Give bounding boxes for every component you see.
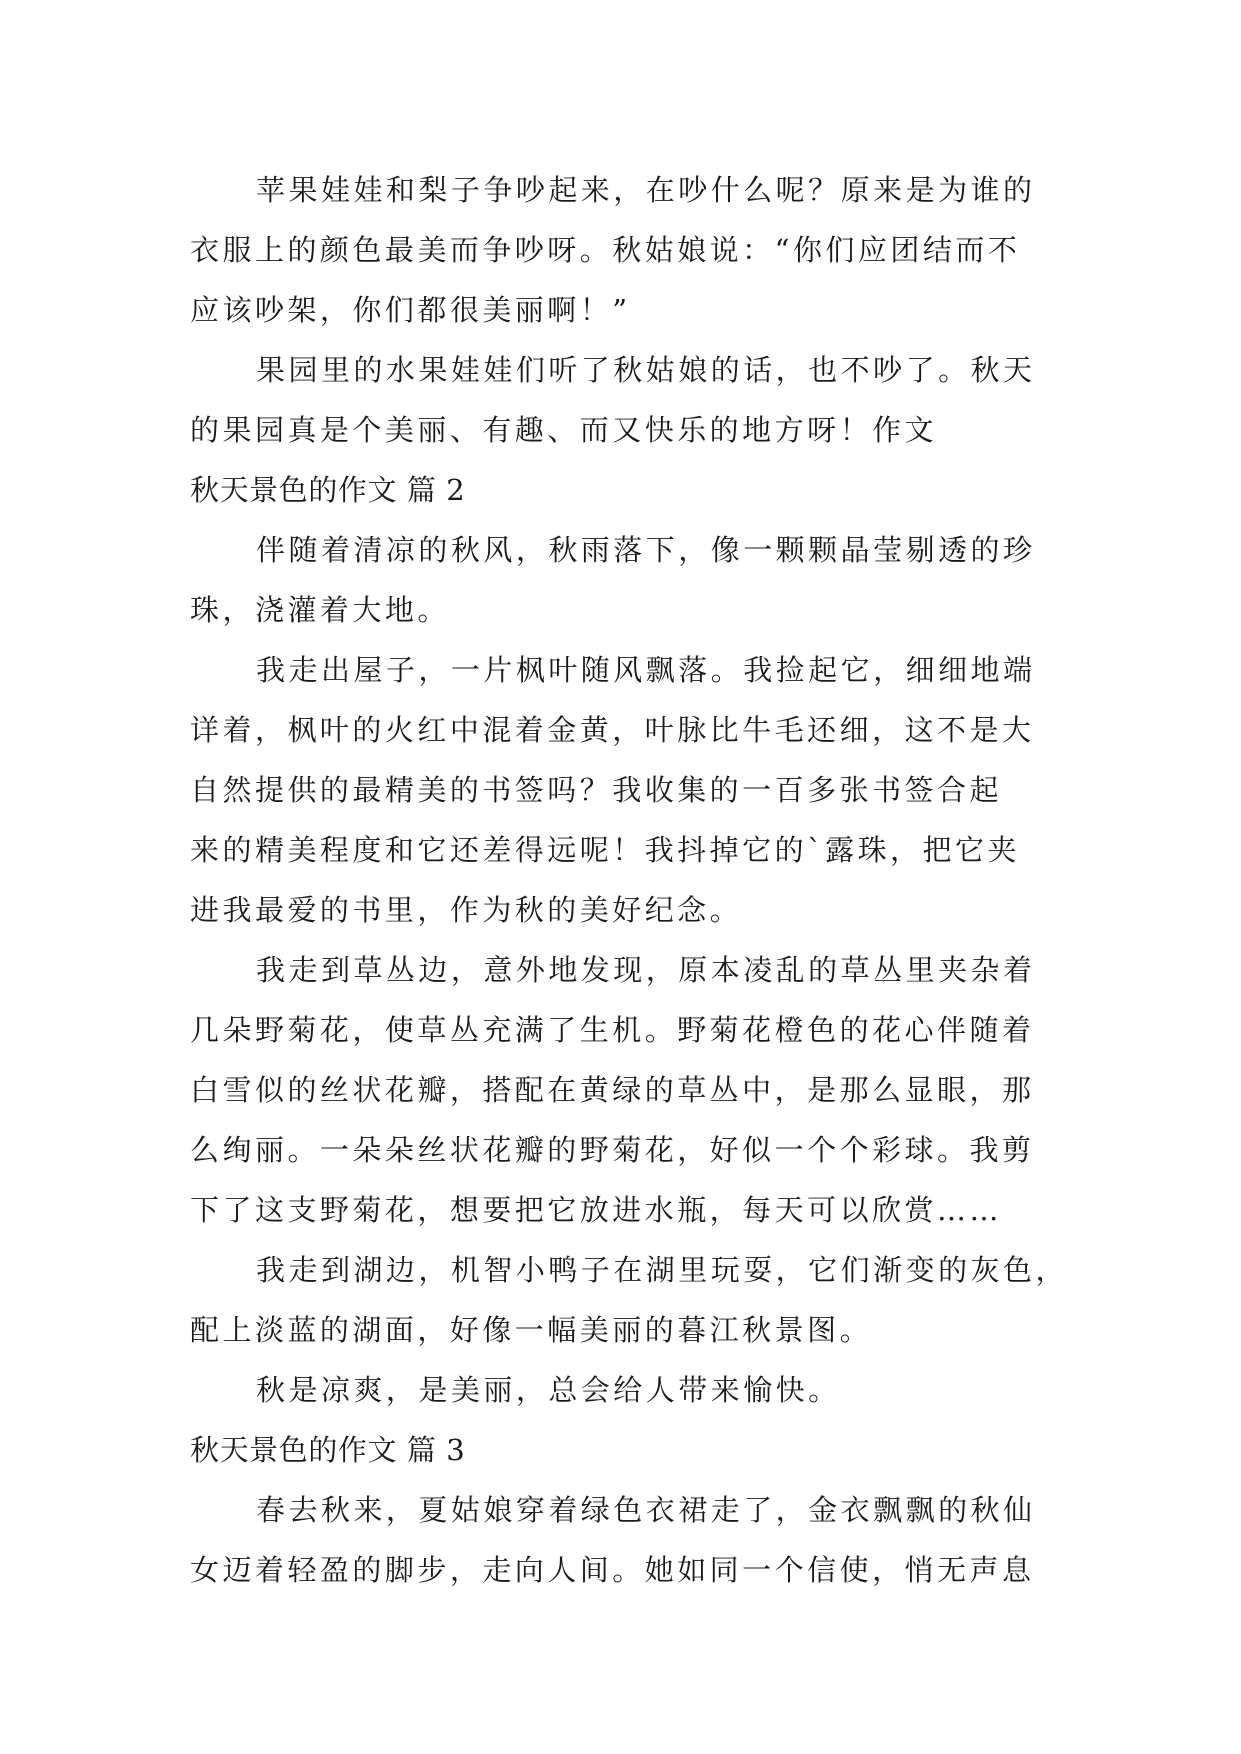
- text-line: 衣服上的颜色最美而争吵呀。秋姑娘说：“你们应团结而不: [190, 233, 1021, 267]
- text-line: 进我最爱的书里，作为秋的美好纪念。: [190, 893, 743, 927]
- text-line: 么绚丽。一朵朵丝状花瓣的野菊花，好似一个个彩球。我剪: [190, 1133, 1035, 1167]
- text-line: 女迈着轻盈的脚步，走向人间。她如同一个信使，悄无声息: [190, 1553, 1035, 1587]
- document-page: [190, 160, 1069, 1600]
- text-line: 我走到湖边，机智小鸭子在湖里玩耍，它们渐变的灰色，: [256, 1253, 1069, 1287]
- text-line: 秋是凉爽，是美丽，总会给人带来愉快。: [256, 1373, 841, 1407]
- text-line: 伴随着清凉的秋风，秋雨落下，像一颗颗晶莹剔透的珍: [256, 533, 1036, 567]
- text-line: 应该吵架，你们都很美丽啊！”: [190, 293, 631, 327]
- text-line: 珠，浇灌着大地。: [190, 593, 450, 627]
- text-line: 配上淡蓝的湖面，好像一幅美丽的暮江秋景图。: [190, 1313, 873, 1347]
- section-title: 秋天景色的作文 篇 2: [190, 473, 466, 507]
- text-line: 几朵野菊花，使草丛充满了生机。野菊花橙色的花心伴随着: [190, 1013, 1035, 1047]
- section-title: 秋天景色的作文 篇 3: [190, 1433, 466, 1467]
- text-line: 来的精美程度和它还差得远呢！我抖掉它的`露珠，把它夹: [190, 833, 1020, 867]
- text-line: 春去秋来，夏姑娘穿着绿色衣裙走了，金衣飘飘的秋仙: [256, 1493, 1036, 1527]
- text-line: 苹果娃娃和梨子争吵起来，在吵什么呢？原来是为谁的: [256, 173, 1036, 207]
- text-line: 自然提供的最精美的书签吗？我收集的一百多张书签合起: [190, 773, 1003, 807]
- text-line: 的果园真是个美丽、有趣、而又快乐的地方呀！作文: [190, 413, 938, 447]
- text-line: 果园里的水果娃娃们听了秋姑娘的话，也不吵了。秋天: [256, 353, 1036, 387]
- text-line: 下了这支野菊花，想要把它放进水瓶，每天可以欣赏……: [190, 1193, 1003, 1227]
- text-line: 我走到草丛边，意外地发现，原本凌乱的草丛里夹杂着: [256, 953, 1036, 987]
- text-line: 白雪似的丝状花瓣，搭配在黄绿的草丛中，是那么显眼，那: [190, 1073, 1035, 1107]
- text-line: 详着，枫叶的火红中混着金黄，叶脉比牛毛还细，这不是大: [190, 713, 1035, 747]
- text-line: 我走出屋子，一片枫叶随风飘落。我捡起它，细细地端: [256, 653, 1036, 687]
